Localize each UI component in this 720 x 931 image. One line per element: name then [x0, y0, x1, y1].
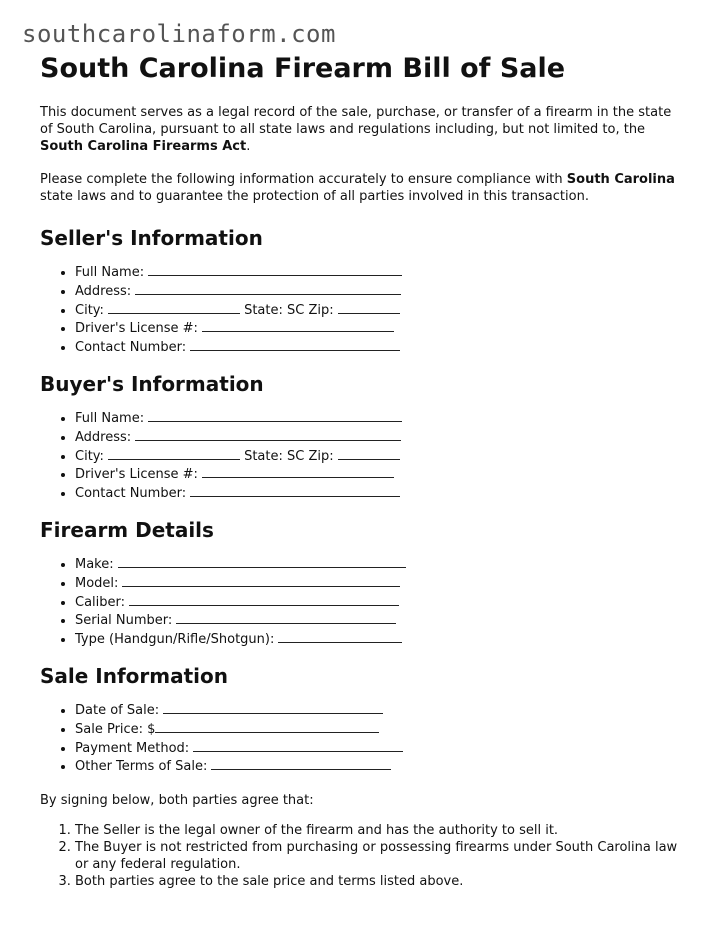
- agreement-item: 3. Both parties agree to the sale price and terms listed above.: [75, 874, 680, 891]
- buyer-full-name-label: Full Name:: [75, 410, 145, 426]
- seller-contact-field[interactable]: [190, 338, 400, 351]
- firearm-serial-item: [75, 611, 680, 630]
- buyer-contact-label: Contact Number:: [75, 486, 187, 502]
- sale-payment-field[interactable]: [193, 739, 403, 752]
- seller-license-field[interactable]: [202, 319, 394, 332]
- buyer-full-name-item: [75, 409, 680, 428]
- buyer-address-field[interactable]: [135, 428, 401, 441]
- buyer-zip-field[interactable]: [338, 447, 400, 460]
- buyer-field-list: [40, 409, 680, 503]
- firearm-type-field[interactable]: [278, 630, 402, 643]
- sale-date-item: [75, 701, 680, 720]
- firearm-caliber-item: [75, 593, 680, 612]
- seller-city-item: [75, 301, 680, 320]
- intro-2-text: Please complete the following information accurately to ensure compliance with: [40, 172, 567, 187]
- firearm-make-item: [75, 555, 680, 574]
- intro-1-bold: South Carolina Firearms Act: [40, 139, 247, 154]
- buyer-address-item: [75, 428, 680, 447]
- firearm-caliber-label: Caliber:: [75, 594, 126, 610]
- agreement-item: 2. The Buyer is not restricted from purchasing or possessing firearms under South Carolina law or any federal regulation.: [75, 840, 680, 874]
- seller-state-zip-label: State: SC Zip:: [244, 302, 334, 318]
- buyer-city-field[interactable]: [108, 447, 240, 460]
- buyer-city-item: [75, 447, 680, 466]
- firearm-model-label: Model:: [75, 575, 119, 591]
- buyer-license-field[interactable]: [202, 465, 394, 478]
- seller-field-list: [40, 263, 680, 357]
- buyer-contact-field[interactable]: [190, 484, 400, 497]
- buyer-full-name-field[interactable]: [148, 409, 402, 422]
- intro-2-bold: South Carolina: [566, 172, 675, 187]
- agreement-intro: By signing below, both parties agree that:: [40, 793, 314, 809]
- firearm-field-list: [40, 555, 680, 649]
- seller-address-item: [75, 282, 680, 301]
- buyer-license-item: [75, 465, 680, 484]
- seller-full-name-field[interactable]: [148, 263, 402, 276]
- agreement-list: [40, 823, 680, 890]
- intro-1-end: .: [246, 139, 251, 154]
- seller-city-label: City:: [75, 302, 104, 318]
- agreement-item: 1. The Seller is the legal owner of the firearm and has the authority to sell it.: [75, 823, 680, 840]
- sale-payment-label: Payment Method:: [75, 740, 190, 756]
- intro-paragraph-1: [40, 104, 680, 155]
- site-watermark: southcarolinaform.com: [22, 20, 336, 48]
- buyer-state-zip-label: State: SC Zip:: [244, 448, 334, 464]
- seller-license-label: Driver's License #:: [75, 321, 198, 337]
- firearm-type-item: [75, 630, 680, 649]
- sale-price-label: Sale Price: $: [75, 721, 156, 737]
- sale-date-label: Date of Sale:: [75, 702, 160, 718]
- sale-other-terms-label: Other Terms of Sale:: [75, 759, 208, 775]
- intro-paragraph-2: [40, 171, 680, 205]
- buyer-license-label: Driver's License #:: [75, 467, 198, 483]
- seller-address-field[interactable]: [135, 282, 401, 295]
- seller-full-name-label: Full Name:: [75, 265, 145, 280]
- intro-1-text: This document serves as a legal record of the sale, purchase, or transfer of a firearm in the state of South Carolina, pursuant to all state laws and regulations including, but not limited to, the: [40, 105, 672, 137]
- sale-price-item: [75, 720, 680, 739]
- firearm-serial-label: Serial Number:: [75, 613, 173, 629]
- seller-city-field[interactable]: [108, 301, 240, 314]
- seller-contact-label: Contact Number:: [75, 340, 187, 356]
- firearm-caliber-field[interactable]: [129, 593, 399, 606]
- document-title: South Carolina Firearm Bill of Sale: [40, 53, 566, 84]
- sale-heading: Sale Information: [40, 663, 228, 688]
- seller-zip-field[interactable]: [338, 301, 400, 314]
- firearm-model-item: [75, 574, 680, 593]
- buyer-city-label: City:: [75, 448, 104, 464]
- sale-other-terms-field[interactable]: [211, 757, 391, 770]
- intro-2-end: state laws and to guarantee the protection of all parties involved in this transaction.: [40, 189, 589, 204]
- sale-date-field[interactable]: [163, 701, 383, 714]
- buyer-contact-item: [75, 484, 680, 503]
- seller-license-item: [75, 319, 680, 338]
- seller-heading: Seller's Information: [40, 226, 263, 250]
- sale-payment-item: [75, 739, 680, 758]
- document-page: [40, 52, 680, 890]
- firearm-model-field[interactable]: [122, 574, 400, 587]
- sale-other-terms-item: [75, 757, 680, 776]
- buyer-heading: Buyer's Information: [40, 371, 264, 396]
- seller-contact-item: [75, 338, 680, 357]
- sale-field-list: [40, 701, 680, 776]
- firearm-make-field[interactable]: [118, 555, 406, 568]
- sale-price-field[interactable]: [155, 720, 379, 733]
- seller-address-label: Address:: [75, 283, 132, 299]
- firearm-heading: Firearm Details: [40, 517, 214, 542]
- firearm-make-label: Make:: [75, 556, 114, 572]
- firearm-serial-field[interactable]: [176, 611, 396, 624]
- buyer-address-label: Address:: [75, 429, 132, 445]
- firearm-type-label: Type (Handgun/Rifle/Shotgun):: [75, 632, 275, 648]
- seller-full-name-item: [75, 263, 680, 282]
